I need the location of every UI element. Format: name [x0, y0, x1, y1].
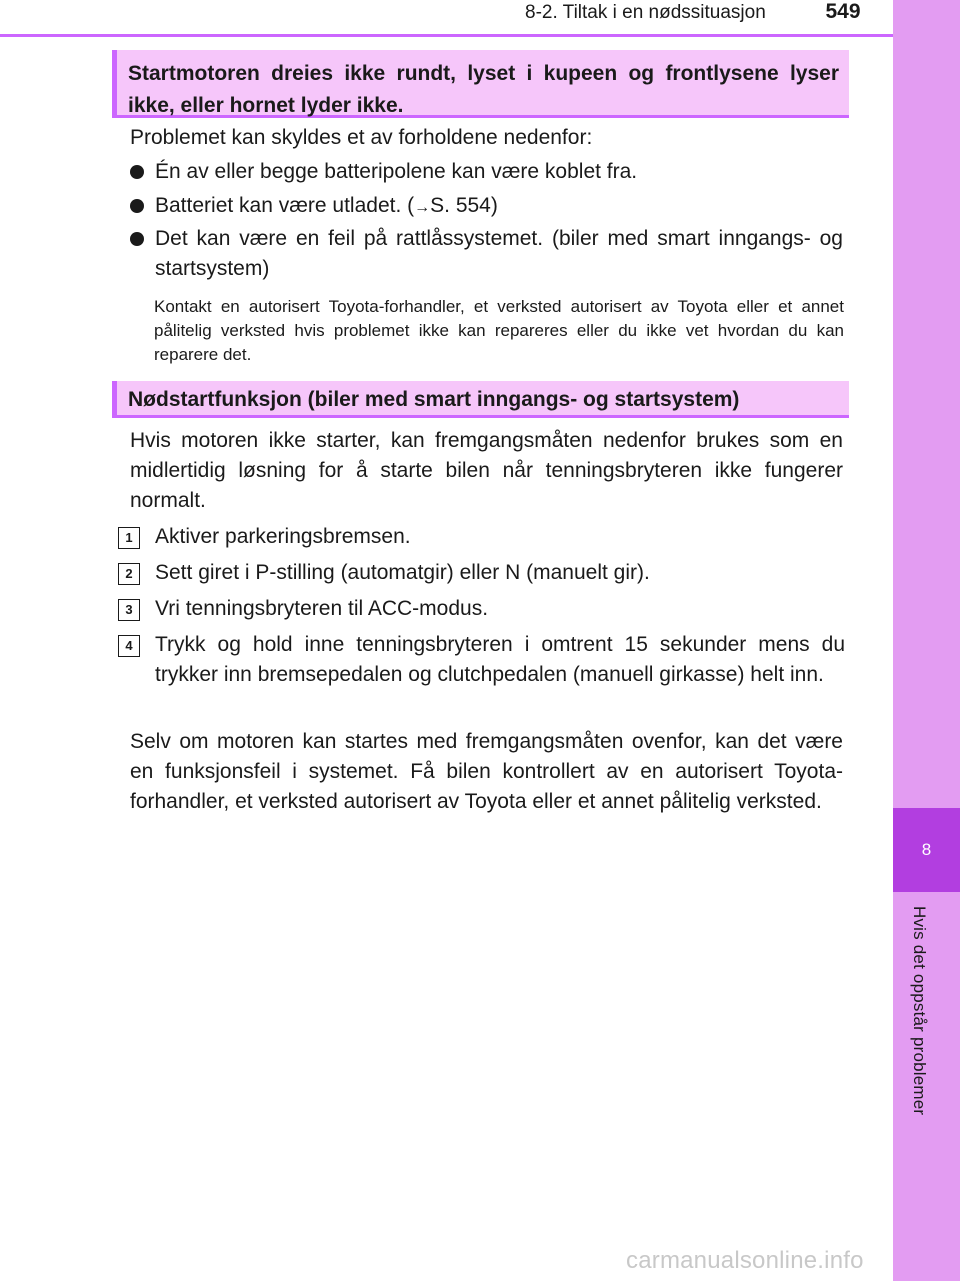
bullet-icon: [130, 165, 144, 179]
section-heading-emergency-start: Nødstartfunksjon (biler med smart inngangs- og startsystem): [112, 381, 849, 418]
page-reference-link[interactable]: S. 554): [430, 194, 498, 217]
list-item: [130, 157, 845, 187]
header-divider: [0, 34, 893, 37]
step-number-badge: 2: [118, 563, 140, 585]
running-header-section: 8-2. Tiltak i en nødssituasjon: [525, 2, 766, 23]
step-item: [118, 630, 845, 722]
chapter-title-label: Hvis det oppstår problemer: [910, 906, 929, 1116]
list-item: [130, 191, 845, 221]
bullet-text: Én av eller begge batteripolene kan være koblet fra.: [155, 160, 638, 183]
site-watermark: carmanualsonline.info: [626, 1247, 864, 1274]
page-reference-arrow-icon: →: [414, 199, 431, 216]
section-heading-starter: Startmotoren dreies ikke rundt, lyset i kupeen og frontlysene lyser ikke, eller hornet lyder ikke.: [112, 50, 849, 118]
step-text: Sett giret i P-stilling (automatgir) eller N (manuelt gir).: [155, 561, 650, 584]
step-text: Trykk og hold inne tenningsbryteren i omtrent 15 sekunder mens du trykker inn bremsepedalen og clutchpedalen (manuell girkasse) helt inn.: [155, 633, 845, 686]
bullet-icon: [130, 232, 144, 246]
step-text: Vri tenningsbryteren til ACC-modus.: [155, 597, 489, 620]
page-number: 549: [825, 0, 861, 23]
section1-intro: Problemet kan skyldes et av forholdene nedenfor:: [130, 126, 593, 149]
step-item: [118, 594, 845, 624]
step-number-badge: 3: [118, 599, 140, 621]
step-item: [118, 558, 845, 588]
section2-closing: Selv om motoren kan startes med fremgangsmåten ovenfor, kan det være en funksjonsfeil i systemet. Få bilen kontrollert av en autorisert Toyota-forhandler, et verksted autorisert av Toyota eller et annet pålitelig verksted.: [130, 730, 843, 813]
bullet-icon: [130, 199, 144, 213]
section1-note: Kontakt en autorisert Toyota-forhandler, et verksted autorisert av Toyota eller et annet pålitelig verksted hvis problemet ikke kan repareres eller du ikke vet hvordan du kan reparere det.: [154, 297, 844, 364]
list-item: [130, 224, 845, 286]
bullet-text: [155, 191, 843, 223]
bullet-text-before: Batteriet kan være utladet. (: [155, 194, 415, 217]
step-item: [118, 522, 845, 552]
section2-intro: Hvis motoren ikke starter, kan fremgangsmåten nedenfor brukes som en midlertidig løsning for å starte bilen når tenningsbryteren ikke fungerer normalt.: [130, 429, 843, 512]
step-number-badge: 1: [118, 527, 140, 549]
step-number-badge: 4: [118, 635, 140, 657]
chapter-number-tab[interactable]: 8: [893, 808, 960, 892]
step-text: Aktiver parkeringsbremsen.: [155, 525, 411, 548]
bullet-text: Det kan være en feil på rattlåssystemet. (biler med smart inngangs- og startsystem): [155, 227, 843, 280]
